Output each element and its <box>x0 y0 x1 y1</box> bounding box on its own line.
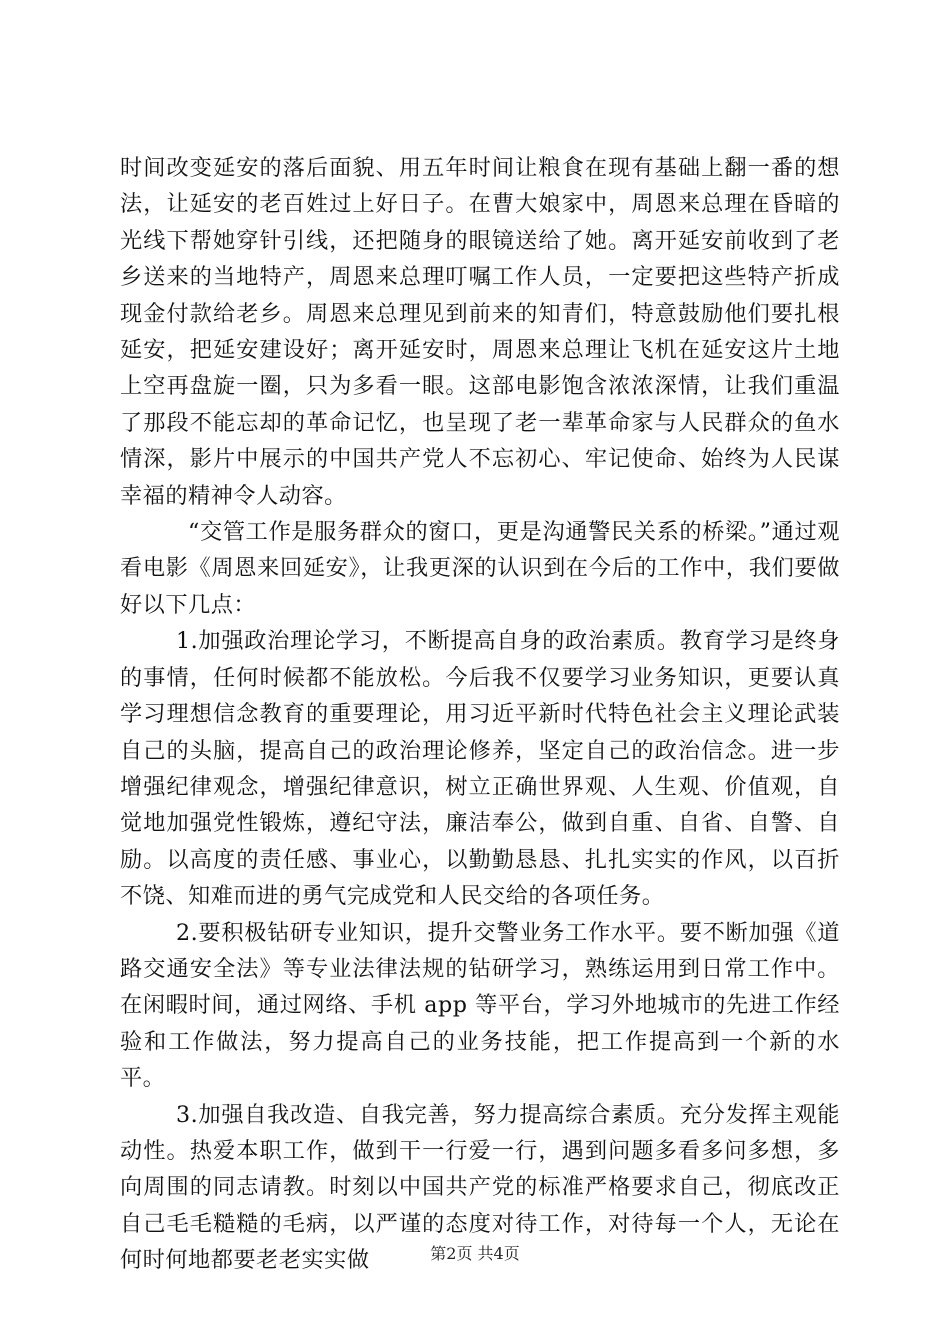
page-footer: 第2页 共4页 <box>430 1244 520 1263</box>
paragraph-quote: “交管工作是服务群众的窗口，更是沟通警民关系的桥梁。”通过观看电影《周恩来回延安》，让我更深的认识到在今后的工作中，我们要做好以下几点： <box>120 519 840 618</box>
list-item-1: 1.加强政治理论学习，不断提高自身的政治素质。教育学习是终身的事情，任何时候都不能放松。今后我不仅要学习业务知识，更要认真学习理想信念教育的重要理论，用习近平新时代特色社会主义理论武装自己的头脑，提高自己的政治理论修养，坚定自己的政治信念。进一步增强纪律观念，增强纪律意识，树立正确世界观、人生观、价值观，自觉地加强党性锻炼，遵纪守法，廉洁奉公，做到自重、自省、自警、自励。以高度的责任感、事业心，以勤勤恳恳、扎扎实实的作风，以百折不饶、知难而进的勇气完成党和人民交给的各项任务。 <box>120 628 840 910</box>
document-body <box>120 150 840 1279</box>
list-item-2: 2.要积极钻研专业知识，提升交警业务工作水平。要不断加强《道路交通安全法》等专业法律法规的钻研学习，熟练运用到日常工作中。在闲暇时间，通过网络、手机 app 等平台，学习外地城市的先进工作经验和工作做法，努力提高自己的业务技能，把工作提高到一个新的水平。 <box>120 919 840 1092</box>
list-item-3: 3.加强自我改造、自我完善，努力提高综合素质。充分发挥主观能动性。热爱本职工作，做到干一行爱一行，遇到问题多看多问多想，多向周围的同志请教。时刻以中国共产党的标准严格要求自己，彻底改正自己毛毛糙糙的毛病，以严谨的态度对待工作，对待每一个人，无论在何时何地都要老老实实做 <box>120 1101 840 1274</box>
paragraph-film-description: 时间改变延安的落后面貌、用五年时间让粮食在现有基础上翻一番的想法，让延安的老百姓过上好日子。在曹大娘家中，周恩来总理在昏暗的光线下帮她穿针引线，还把随身的眼镜送给了她。离开延安前收到了老乡送来的当地特产，周恩来总理叮嘱工作人员，一定要把这些特产折成现金付款给老乡。周恩来总理见到前来的知青们，特意鼓励他们要扎根延安，把延安建设好；离开延安时，周恩来总理让飞机在延安这片土地上空再盘旋一圈，只为多看一眼。这部电影饱含浓浓深情，让我们重温了那段不能忘却的革命记忆，也呈现了老一辈革命家与人民群众的鱼水情深，影片中展示的中国共产党人不忘初心、牢记使命、始终为人民谋幸福的精神令人动容。 <box>120 155 840 509</box>
